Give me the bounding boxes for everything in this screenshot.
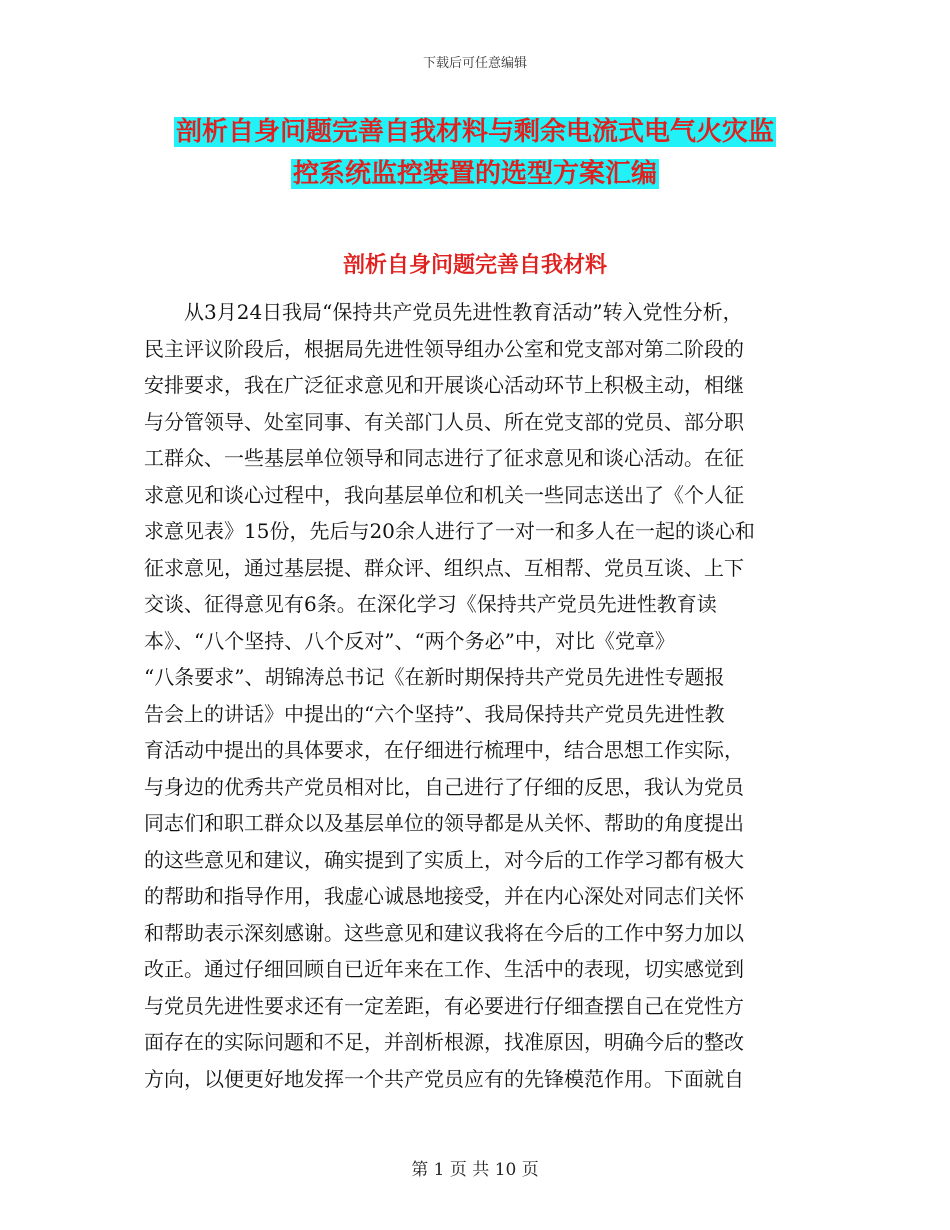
page-footer: 第 1 页 共 10 页: [411, 1160, 539, 1180]
section-title: 剖析自身问题完善自我材料: [342, 253, 607, 278]
document-title-text-2: 控系统监控装置的选型方案汇编: [292, 159, 657, 189]
body-line: 民主评议阶段后，根据局先进性领导组办公室和党支部对第二阶段的: [144, 336, 744, 361]
body-line: 征求意见，通过基层提、群众评、组织点、互相帮、党员互谈、上下: [144, 555, 744, 580]
body-line: 和帮助表示深刻感谢。这些意见和建议我将在今后的工作中努力加以: [144, 920, 744, 945]
body-line: 与身边的优秀共产党员相对比，自己进行了仔细的反思，我认为党员: [144, 774, 744, 799]
body-line: 安排要求，我在广泛征求意见和开展谈心活动环节上积极主动，相继: [144, 373, 744, 397]
body-line: 的这些意见和建议，确实提到了实质上，对今后的工作学习都有极大: [144, 847, 744, 872]
document-title-line-1: [0, 112, 950, 152]
body-line: 求意见表》15份，先后与20余人进行了一对一和多人在一起的谈心和: [144, 519, 755, 543]
body-line: 改正。通过仔细回顾自已近年来在工作、生活中的表现，切实感觉到: [144, 957, 744, 981]
body-line: 面存在的实际问题和不足，并剖析根源，找准原因，明确今后的整改: [144, 1030, 744, 1054]
body-line: 告会上的讲话》中提出的“六个坚持”、我局保持共产党员先进性教: [144, 701, 725, 726]
page-header: 下载后可任意编辑: [422, 56, 527, 71]
body-line: 交谈、征得意见有6条。在深化学习《保持共产党员先进性教育读: [144, 592, 717, 616]
body-line: 方向，以便更好地发挥一个共产党员应有的先锋模范作用。下面就自: [144, 1066, 744, 1091]
body-paragraph: [144, 294, 824, 1097]
body-line: 从3月24日我局“保持共产党员先进性教育活动”转入党性分析，: [184, 300, 743, 324]
document-title-line-2: [0, 154, 950, 194]
body-line: 同志们和职工群众以及基层单位的领导都是从关怀、帮助的角度提出: [144, 811, 744, 835]
document-title-text-1: 剖析自身问题完善自我材料与剩余电流式电气火灾监: [175, 117, 774, 147]
body-line: 的帮助和指导作用，我虚心诚恳地接受，并在内心深处对同志们关怀: [144, 884, 744, 908]
body-line: 与分管领导、处室同事、有关部门人员、所在党支部的党员、部分职: [144, 409, 744, 434]
body-line: 本》、“八个坚持、八个反对”、“两个务必”中，对比《党章》: [144, 628, 675, 653]
body-line: “八条要求”、胡锦涛总书记《在新时期保持共产党员先进性专题报: [144, 665, 725, 689]
body-line: 与党员先进性要求还有一定差距，有必要进行仔细查摆自己在党性方: [144, 993, 744, 1018]
body-line: 求意见和谈心过程中，我向基层单位和机关一些同志送出了《个人征: [144, 482, 744, 507]
body-line: 工群众、一些基层单位领导和同志进行了征求意见和谈心活动。在征: [144, 446, 744, 470]
body-line: 育活动中提出的具体要求，在仔细进行梳理中，结合思想工作实际，: [144, 738, 744, 762]
